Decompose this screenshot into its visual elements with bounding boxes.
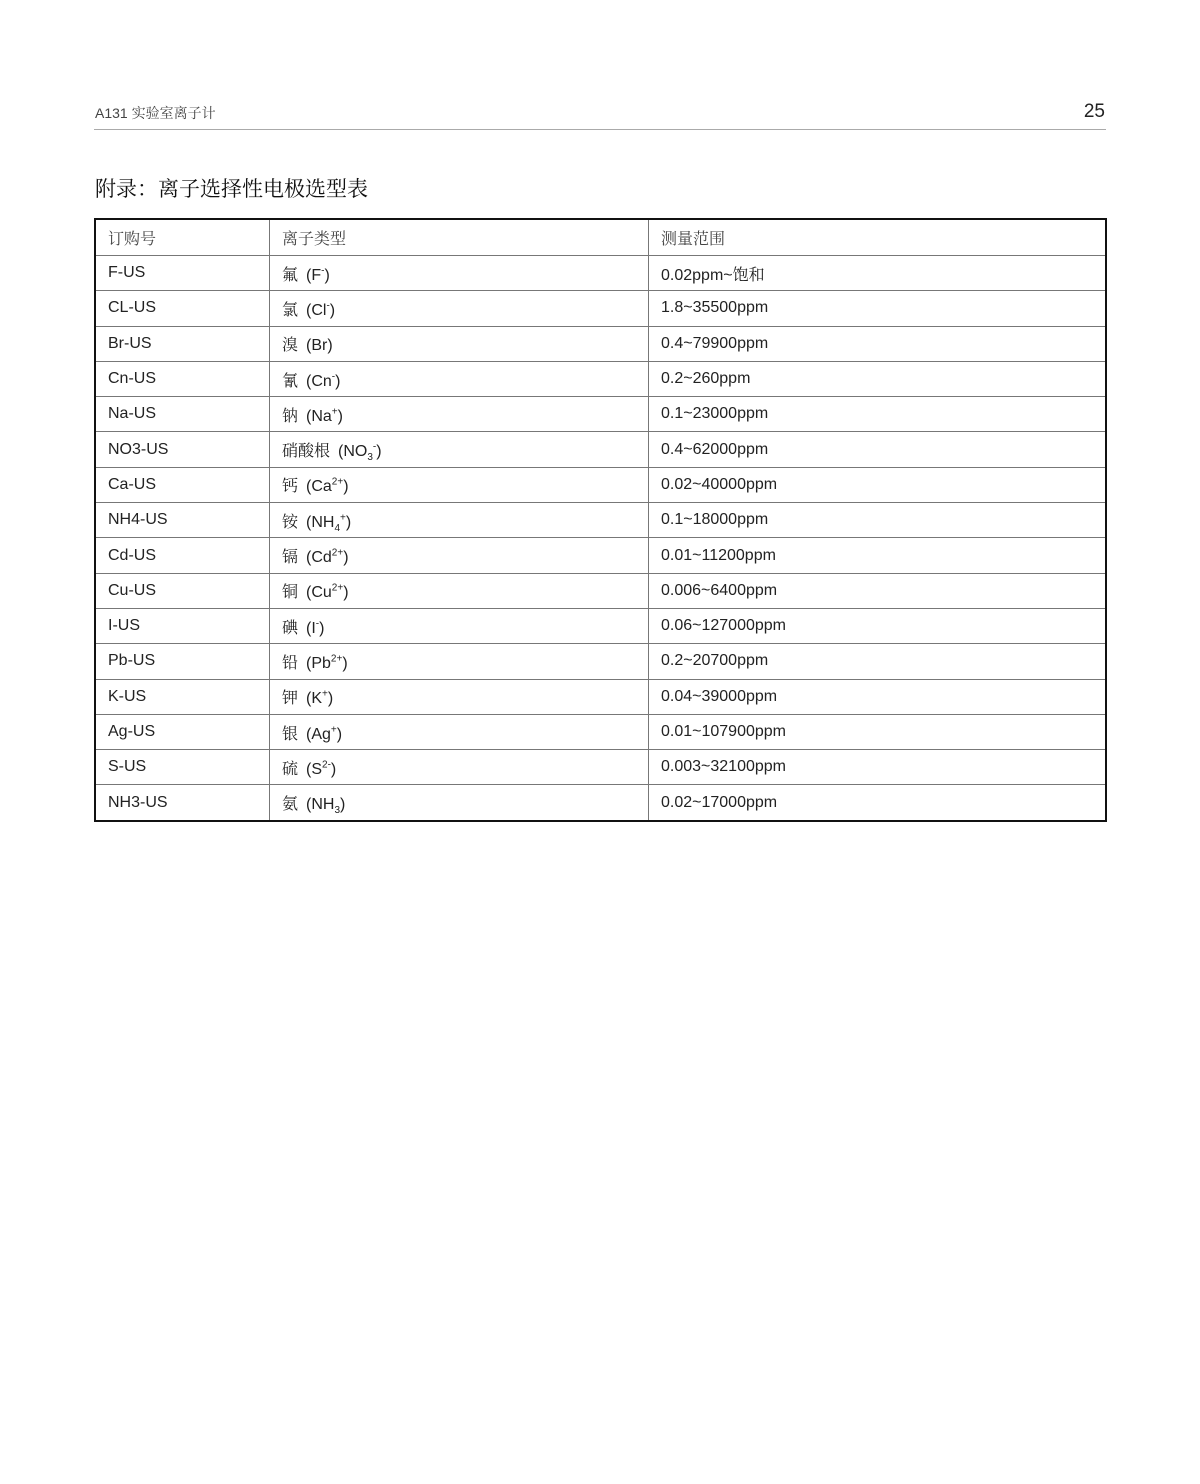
measurement-range: 0.02ppm~饱和: [649, 256, 1107, 291]
ion-formula: $(Pb^{2+})$: [306, 653, 348, 672]
ion-name: 铅: [282, 654, 299, 672]
table-row: [95, 432, 1106, 467]
order-number: NO3-US: [95, 432, 270, 467]
ion-type: [270, 397, 649, 432]
ion-charge: +: [322, 688, 328, 700]
ion-charge: -: [372, 441, 377, 453]
ion-symbol: K: [311, 690, 323, 708]
ion-name: 钾: [282, 690, 299, 708]
order-number: Na-US: [95, 397, 270, 432]
order-number: Br-US: [95, 326, 270, 361]
ion-subscript: 3: [334, 805, 341, 817]
page-number: 25: [1083, 101, 1105, 122]
measurement-range: 0.2~20700ppm: [649, 644, 1107, 679]
ion-type: [270, 608, 649, 643]
table-row: [95, 750, 1106, 785]
table-row: [95, 326, 1106, 361]
ion-name: 硝酸根: [282, 443, 331, 461]
ion-type: [270, 644, 649, 679]
ion-symbol: Br: [311, 337, 328, 355]
measurement-range: 0.4~62000ppm: [649, 432, 1107, 467]
column-header-order-number: 订购号: [95, 219, 270, 256]
ion-formula: (Cl-): [306, 300, 336, 319]
measurement-range: 0.4~79900ppm: [649, 326, 1107, 361]
ion-formula: (Na+): [306, 406, 343, 425]
running-header-title: A131 实验室离子计: [95, 105, 216, 121]
ion-charge: +: [330, 724, 337, 736]
ion-formula: (Ag+): [306, 724, 343, 743]
measurement-range: 0.01~11200ppm: [649, 538, 1107, 573]
measurement-range: 0.04~39000ppm: [649, 679, 1107, 714]
ion-formula: $(Cd^{2+})$: [306, 547, 349, 567]
measurement-range: 0.006~6400ppm: [649, 573, 1107, 608]
order-number: Cu-US: [95, 573, 270, 608]
ion-charge: 2-: [322, 759, 331, 771]
ion-name: 氟: [282, 266, 299, 284]
ion-type: [270, 679, 649, 714]
measurement-range: 0.06~127000ppm: [649, 608, 1107, 643]
measurement-range: 0.003~32100ppm: [649, 750, 1107, 785]
ion-subscript: 4: [334, 522, 341, 534]
ion-charge: -: [315, 618, 320, 630]
ion-formula: $(NH_4^+)$: [306, 512, 352, 534]
ion-name: 氨: [282, 796, 299, 814]
ion-formula: (Br): [306, 337, 333, 355]
ion-type: [270, 538, 649, 573]
ion-formula: $(NO_3^-)$: [338, 441, 382, 464]
order-number: CL-US: [95, 291, 270, 326]
ion-name: 硫: [282, 760, 299, 778]
ion-name: 钠: [282, 407, 299, 425]
ion-type: [270, 467, 649, 502]
table-row: [95, 644, 1106, 679]
ion-charge: -: [331, 371, 336, 383]
header-divider: [94, 129, 1106, 130]
order-number: I-US: [95, 608, 270, 643]
ion-type: [270, 503, 649, 538]
order-number: NH3-US: [95, 785, 270, 821]
column-header-ion-type: 离子类型: [270, 219, 649, 256]
ion-symbol: Cl: [311, 301, 327, 319]
order-number: NH4-US: [95, 503, 270, 538]
ion-symbol: NO: [343, 443, 368, 461]
order-number: Pb-US: [95, 644, 270, 679]
table-header-row: [95, 219, 1106, 256]
ion-symbol: Ag: [311, 725, 331, 743]
measurement-range: 0.02~40000ppm: [649, 467, 1107, 502]
ion-charge: 2+: [331, 477, 344, 489]
ion-symbol: Na: [311, 407, 332, 425]
ion-formula: (F-): [306, 265, 330, 284]
ion-type: [270, 573, 649, 608]
table-row: [95, 361, 1106, 396]
ion-type: [270, 326, 649, 361]
ion-symbol: Ca: [311, 478, 332, 496]
ion-type: [270, 714, 649, 749]
table-row: [95, 503, 1106, 538]
ion-formula: (Cn-): [306, 371, 341, 390]
ion-formula: $(NH_3)$: [306, 796, 346, 817]
measurement-range: 0.01~107900ppm: [649, 714, 1107, 749]
order-number: S-US: [95, 750, 270, 785]
ion-symbol: NH: [311, 513, 335, 531]
section-title: 附录：离子选择性电极选型表: [95, 177, 368, 201]
measurement-range: 0.02~17000ppm: [649, 785, 1107, 821]
ion-symbol: Cd: [311, 549, 332, 567]
order-number: K-US: [95, 679, 270, 714]
ion-symbol: S: [311, 760, 323, 778]
ion-charge: 2+: [331, 547, 344, 559]
column-header-measurement-range: 测量范围: [649, 219, 1107, 256]
table-row: [95, 397, 1106, 432]
measurement-range: 1.8~35500ppm: [649, 291, 1107, 326]
ion-type: [270, 432, 649, 467]
table-row: [95, 256, 1106, 291]
ion-formula: (K+): [306, 688, 334, 708]
ion-name: 氰: [282, 372, 299, 390]
measurement-range: 0.1~23000ppm: [649, 397, 1107, 432]
order-number: Cd-US: [95, 538, 270, 573]
ion-symbol: Cn: [311, 372, 332, 390]
ion-symbol: F: [311, 266, 322, 284]
ion-type: [270, 750, 649, 785]
table-row: [95, 467, 1106, 502]
ion-name: 钙: [282, 478, 299, 496]
ion-name: 碘: [282, 619, 299, 637]
order-number: Ca-US: [95, 467, 270, 502]
ion-name: 氯: [282, 301, 299, 319]
ion-name: 铵: [282, 513, 299, 531]
ion-type: [270, 256, 649, 291]
table-row: [95, 538, 1106, 573]
ion-name: 镉: [282, 549, 299, 567]
ion-symbol: NH: [311, 796, 335, 814]
ion-type: [270, 291, 649, 326]
ion-type: [270, 361, 649, 396]
table-row: [95, 291, 1106, 326]
ion-charge: +: [340, 512, 346, 524]
ion-charge: -: [326, 300, 330, 312]
table-row: [95, 679, 1106, 714]
ion-formula: (I-): [306, 618, 325, 637]
ion-subscript: 3: [367, 452, 373, 464]
measurement-range: 0.2~260ppm: [649, 361, 1107, 396]
ion-charge: +: [331, 406, 338, 418]
electrode-selection-table: [94, 218, 1107, 822]
ion-charge: -: [321, 265, 325, 277]
ion-formula: $(S^{2-})$: [306, 759, 337, 778]
order-number: Cn-US: [95, 361, 270, 396]
ion-symbol: Pb: [311, 654, 331, 672]
measurement-range: 0.1~18000ppm: [649, 503, 1107, 538]
table-row: [95, 785, 1106, 821]
table-row: [95, 714, 1106, 749]
ion-charge: 2+: [331, 582, 344, 594]
table-row: [95, 608, 1106, 643]
ion-name: 铜: [282, 584, 299, 602]
ion-symbol: I: [311, 619, 316, 637]
ion-type: [270, 785, 649, 821]
ion-charge: 2+: [330, 653, 343, 665]
table-row: [95, 573, 1106, 608]
ion-name: 溴: [282, 337, 299, 355]
ion-symbol: Cu: [311, 584, 332, 602]
ion-name: 银: [282, 725, 299, 743]
ion-formula: $(Cu^{2+})$: [306, 582, 349, 602]
order-number: Ag-US: [95, 714, 270, 749]
ion-formula: $(Ca^{2+})$: [306, 477, 349, 496]
order-number: F-US: [95, 256, 270, 291]
